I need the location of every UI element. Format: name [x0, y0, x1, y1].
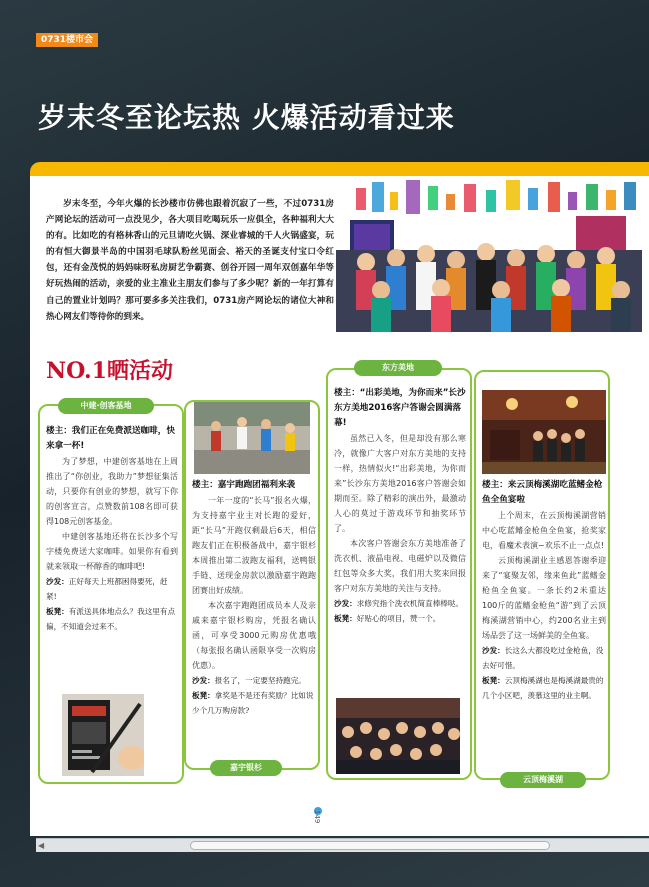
card-jiayu-content	[192, 478, 316, 718]
intro-paragraph: 岁末冬至，今年火爆的长沙楼市仿佛也跟着沉寂了一些，不过0731房产网论坛的活动可一点没见少，各大项目吃喝玩乐一应俱全，各种福利大大的有。比如吃的有格林香山的元旦请吃火锅、深业睿城的千人火锅盛宴，玩的有恒大御景半岛的中国羽毛球队粉丝见面会、裕天的圣诞支付宝口令红包，还有金茂悦的妈妈味呀私房厨艺争霸赛、创谷开园一周年双创嘉年华等好玩热闹的活动，亲爱的业主准业主朋友们参与了多少呢？新的一年打算有自己的置业计划吗？那可要多多关注我们，0731房产网论坛的诸位大神和热心网友们等待你的到来。	[46, 199, 334, 322]
card-yunding-body-p2: 云顶梅溪湖业主感恩答谢季迎来了“宴聚友邻，缘来鱼此”蓝鳍金枪鱼全鱼宴。一条长约2米重达100斤的蓝鳍金枪鱼“游”到了云顶梅溪湖营销中心，约200名业主到场品尝了这一场鲜美的全鱼宴。	[482, 556, 606, 640]
card-zhongjian-title: 楼主：我们正在免费派送咖啡，快来拿一杯!	[46, 426, 175, 451]
card-jiayu-comment-1: 沙发：报名了，一定要坚持跑完。	[192, 676, 306, 685]
card-jiayu-photo	[194, 402, 310, 474]
card-yunding-body-p1: 上个周末，在云顶梅溪湖营销中心吃蓝鳍金枪鱼全鱼宴，抢奖家电，看魔术表演~欢乐不止一点点!	[482, 511, 606, 550]
card-dongfang-body-p2: 本次客户答谢会东方美地准备了洗衣机、液晶电视、电磁炉以及微信红包等众多大奖，我们用大奖来回报客户对东方美地的关注与支持。	[334, 539, 466, 593]
card-yunding-label: 云顶梅溪湖	[500, 772, 586, 788]
card-zhongjian-body-p1: 为了梦想，中建创客基地在上周推出了“你创业，我助力”梦想征集活动，只要你有创业的梦想，就写下你的创客宣言，点赞数前108名即可获得108元创客基金。	[46, 457, 178, 526]
card-zhongjian-photo	[62, 694, 144, 776]
section-title	[46, 354, 173, 385]
card-zhongjian-content	[46, 424, 178, 634]
section-title-zh: 晒活动	[106, 358, 173, 384]
card-jiayu-body-p1: 一年一度的“长马”报名火爆，为支持嘉宇业主对长跑的爱好，距“长马”开跑仅剩最后6天，相信跑友们正在积极备战中，嘉宇银杉本周推出第二波跑友福利，送鸭银手链、送现金房款以激励嘉宇跑跑团赛出好成绩。	[192, 496, 316, 595]
card-yunding-comment-2: 板凳：云顶梅溪湖也是梅溪湖最贵的几个小区吧，羡慕这里的业主啊。	[482, 676, 604, 700]
column-tag: 0731楼市会	[36, 33, 98, 47]
card-jiayu-label: 嘉宇银杉	[210, 760, 282, 776]
page-number: 149	[313, 810, 321, 824]
card-jiayu-title: 楼主：嘉宇跑跑团福利来袭	[192, 480, 296, 490]
scroll-left-arrow-icon[interactable]: ◀	[38, 841, 45, 850]
card-zhongjian-body-p2: 中建创客基地还将在长沙多个写字楼免费送大家咖啡。如果你有看到就来领取一杯醇香的咖啡吧!	[46, 532, 178, 571]
crowd-photo	[336, 180, 642, 332]
card-dongfang-label: 东方美地	[354, 360, 442, 376]
card-dongfang-body	[334, 431, 466, 596]
card-yunding-comment-1: 沙发：长这么大都没吃过金枪鱼，没去好可惜。	[482, 646, 604, 670]
card-yunding-body	[482, 508, 606, 643]
card-dongfang-comment-2: 板凳：好贴心的项目，赞一个。	[334, 614, 441, 623]
section-title-en: NO.1	[46, 358, 107, 384]
card-dongfang-photo	[336, 698, 460, 774]
card-dongfang-body-p1: 虽然已入冬，但是却没有那么寒冷，就像广大客户对东方美地的支持一样，热情似火!“出彩美地，为你而来”长沙东方美地2016客户答谢会如期而至。除了精彩的演出外，最激动人心的莫过于游戏环节和抽奖环节了。	[334, 434, 466, 533]
card-yunding-photo	[482, 390, 606, 474]
card-dongfang-comment-1: 沙发：求修究指个洗衣机简直棒棒哒。	[334, 599, 464, 608]
card-dongfang-content	[334, 386, 466, 626]
horizontal-scrollbar[interactable]	[36, 838, 649, 852]
card-zhongjian-label: 中建·创客基地	[58, 398, 154, 414]
scrollbar-thumb[interactable]	[190, 841, 550, 850]
yellow-band	[30, 162, 649, 176]
card-jiayu-comment-2: 板凳：拿奖是不是还有奖励？比如说少个几万购房款?	[192, 691, 314, 715]
card-zhongjian-body	[46, 454, 178, 574]
card-dongfang-title: 楼主：“出彩美地，为你而来”长沙东方美地2016客户答谢会圆满落幕!	[334, 388, 466, 428]
card-jiayu-body	[192, 493, 316, 673]
card-yunding-content	[482, 478, 606, 703]
card-yunding-title: 楼主：来云顶梅溪湖吃蓝鳍金枪鱼全鱼宴啦	[482, 480, 603, 505]
page-headline: 岁末冬至论坛热 火爆活动看过来	[38, 101, 455, 134]
card-jiayu-body-p2: 本次嘉宇跑跑团成员本人及亲戚来嘉宇银杉购房，凭报名确认函，可享受3000元购房优惠哦（每张报名确认函限享受一次购房优惠）。	[192, 601, 316, 670]
card-zhongjian-comment-2: 板凳：有派送具体地点么？我这里有点偏，不知道会过来不。	[46, 607, 176, 631]
card-zhongjian-comment-1: 沙发：正好每天上班都困得要死，赶紧!	[46, 577, 168, 601]
